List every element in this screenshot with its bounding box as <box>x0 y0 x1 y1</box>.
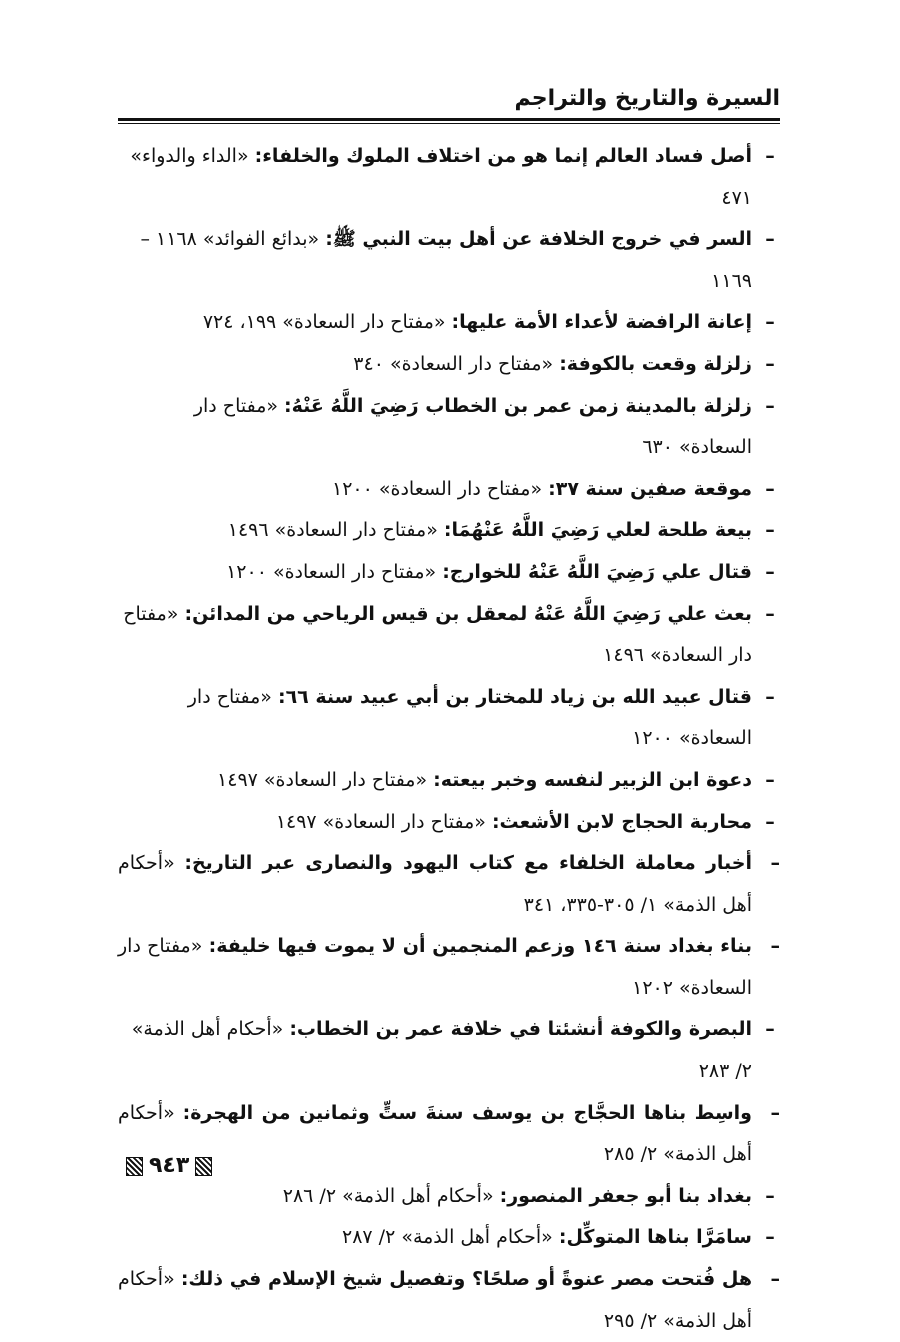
list-item <box>118 926 780 1009</box>
bullet-dash: – <box>765 1226 775 1249</box>
bullet-dash: – <box>765 477 775 500</box>
entry-topic: بناء بغداد سنة ١٤٦ وزعم المنجمين أن لا يموت فيها خليفة: <box>208 935 753 958</box>
entry-topic: هل فُتحت مصر عنوةً أو صلحًا؟ وتفصيل شيخ الإسلام في ذلك: <box>180 1268 753 1291</box>
bullet-dash: – <box>765 394 775 417</box>
entry-topic: بعث علي رَضِيَ اللَّهُ عَنْهُ لمعقل بن قيس الرياحي من المدائن: <box>184 602 752 625</box>
ornament-right-icon <box>195 1157 212 1176</box>
list-item <box>118 1217 780 1259</box>
page-footer <box>126 1150 212 1182</box>
entry-reference: «مفتاح دار السعادة» ١٤٩٧ <box>217 768 428 791</box>
bullet-dash: – <box>765 145 775 167</box>
entry-reference: «مفتاح دار السعادة» ١٢٠٠ <box>226 560 437 583</box>
list-item <box>118 760 780 802</box>
entry-topic: بغداد بنا أبو جعفر المنصور: <box>499 1184 752 1207</box>
list-item <box>118 594 780 677</box>
bullet-dash: – <box>765 685 775 708</box>
bullet-dash: – <box>765 1018 775 1041</box>
entry-reference: «مفتاح دار السعادة» ١٢٠٠ <box>332 477 543 500</box>
entry-topic: زلزلة بالمدينة زمن عمر بن الخطاب رَضِيَ اللَّهُ عَنْهُ: <box>284 394 752 417</box>
running-header <box>118 78 780 126</box>
entry-reference: «أحكام أهل الذمة» ١/ ٣٠٥-٣٣٥، ٣٤١ <box>118 852 752 916</box>
list-item <box>118 1176 780 1218</box>
entry-topic: واسِط بناها الحجَّاج بن يوسف سنةَ ستٍّ وثمانين من الهجرة: <box>182 1101 752 1124</box>
entry-reference: «مفتاح دار السعادة» ١٤٩٦ <box>123 602 752 667</box>
entry-topic: موقعة صفين سنة ٣٧: <box>548 477 752 500</box>
entry-reference: «أحكام أهل الذمة» ٢/ ٢٨٣ <box>131 1018 752 1083</box>
header-rule-thin <box>118 123 780 124</box>
entry-topic: دعوة ابن الزبير لنفسه وخبر بيعته: <box>433 768 752 791</box>
bullet-dash: – <box>765 311 775 334</box>
list-item <box>118 802 780 844</box>
bullet-dash: – <box>770 935 780 958</box>
list-item <box>118 677 780 760</box>
entry-reference: «بدائع الفوائد» ١١٦٨ – ١١٦٩ <box>140 228 752 292</box>
entry-reference: «مفتاح دار السعادة» ١٢٠٢ <box>118 935 752 999</box>
bullet-dash: – <box>765 1184 775 1207</box>
entry-topic: أصل فساد العالم إنما هو من اختلاف الملوك والخلفاء: <box>254 145 752 167</box>
list-item <box>118 552 780 594</box>
bullet-dash: – <box>765 810 775 833</box>
bullet-dash: – <box>770 1268 780 1291</box>
bullet-dash: – <box>765 768 775 791</box>
entry-reference: «مفتاح دار السعادة» ١٤٩٧ <box>275 810 486 833</box>
section-title: السيرة والتاريخ والتراجم <box>514 86 780 111</box>
list-item <box>118 219 780 302</box>
entry-reference: «مفتاح دار السعادة» ٣٤٠ <box>353 352 554 375</box>
list-item <box>118 1009 780 1092</box>
entry-topic: سامَرَّا بناها المتوكِّل: <box>558 1226 752 1249</box>
entry-reference: «مفتاح دار السعادة» ١٩٩، ٧٢٤ <box>202 311 446 334</box>
list-item <box>118 1259 780 1342</box>
entry-topic: بيعة طلحة لعلي رَضِيَ اللَّهُ عَنْهُمَا: <box>443 519 752 542</box>
entry-topic: قتال علي رَضِيَ اللَّهُ عَنْهُ للخوارج: <box>442 560 752 583</box>
list-item <box>118 344 780 386</box>
entry-topic: إعانة الرافضة لأعداء الأمة عليها: <box>451 311 752 334</box>
list-item <box>118 302 780 344</box>
header-rule-thick <box>118 118 780 121</box>
entry-list <box>118 136 780 1342</box>
entry-reference: «الداء والدواء» ٤٧١ <box>130 145 752 209</box>
entry-reference: «مفتاح دار السعادة» ١٤٩٦ <box>227 519 438 542</box>
bullet-dash: – <box>765 560 775 583</box>
entry-reference: «مفتاح دار السعادة» ٦٣٠ <box>193 394 752 459</box>
bullet-dash: – <box>765 519 775 542</box>
entry-reference: «مفتاح دار السعادة» ١٢٠٠ <box>187 685 752 750</box>
entry-reference: «أحكام أهل الذمة» ٢/ ٢٩٥ <box>118 1268 752 1332</box>
list-item <box>118 843 780 926</box>
bullet-dash: – <box>770 1101 780 1124</box>
entry-topic: محاربة الحجاج لابن الأشعث: <box>491 810 752 833</box>
entry-topic: قتال عبيد الله بن زياد للمختار بن أبي عبيد سنة ٦٦: <box>277 685 752 708</box>
ornament-left-icon <box>126 1157 143 1176</box>
entry-reference: «أحكام أهل الذمة» ٢/ ٢٨٥ <box>118 1101 752 1166</box>
list-item <box>118 469 780 511</box>
entry-topic: البصرة والكوفة أنشئتا في خلافة عمر بن الخطاب: <box>289 1018 752 1041</box>
bullet-dash: – <box>770 852 780 875</box>
list-item <box>118 136 780 219</box>
bullet-dash: – <box>765 228 775 251</box>
entry-reference: «أحكام أهل الذمة» ٢/ ٢٨٧ <box>341 1226 553 1249</box>
page-number: ٩٤٣ <box>149 1153 190 1178</box>
list-item <box>118 1093 780 1176</box>
list-item <box>118 510 780 552</box>
entry-topic: زلزلة وقعت بالكوفة: <box>559 352 752 375</box>
entry-topic: السر في خروج الخلافة عن أهل بيت النبي ﷺ: <box>325 228 752 251</box>
bullet-dash: – <box>765 352 775 375</box>
list-item <box>118 386 780 469</box>
entry-topic: أخبار معاملة الخلفاء مع كتاب اليهود والنصارى عبر التاريخ: <box>184 852 752 875</box>
entry-reference: «أحكام أهل الذمة» ٢/ ٢٨٦ <box>282 1184 494 1207</box>
bullet-dash: – <box>765 602 775 625</box>
